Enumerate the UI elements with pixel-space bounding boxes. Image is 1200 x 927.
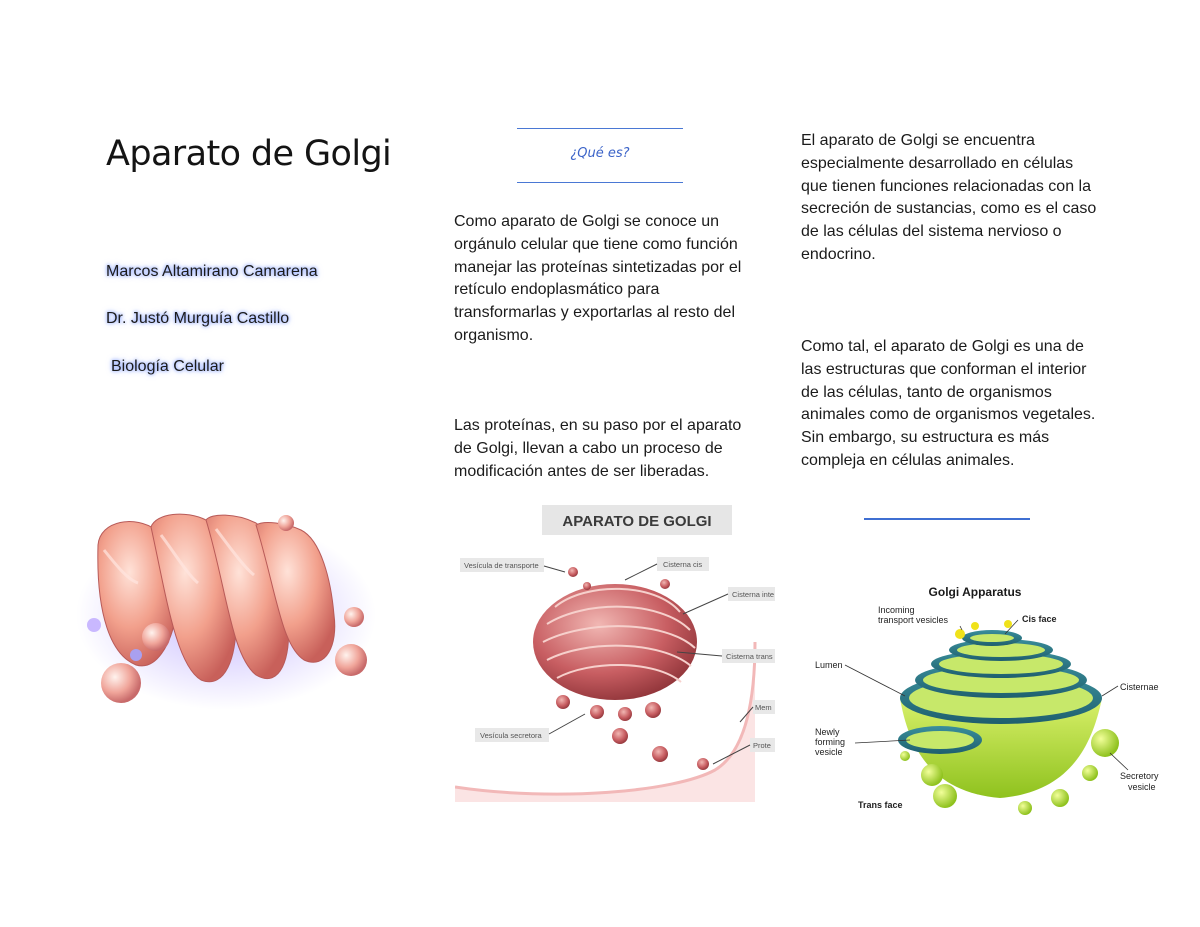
label-newly-3: vesicle xyxy=(815,747,843,757)
golgi-diagram-es xyxy=(455,502,775,802)
golgi-3d-illustration xyxy=(76,505,376,715)
label-lumen: Lumen xyxy=(815,660,843,670)
paragraph-modification: Las proteínas, en su paso por el aparato de Golgi, llevan a cabo un proceso de modificación antes de ser liberadas. xyxy=(454,417,742,480)
section-heading: ¿Qué es? xyxy=(570,146,630,161)
heading-top-rule xyxy=(517,128,683,129)
page-title: Aparato de Golgi xyxy=(106,134,392,174)
label-cisterna-cis: Cisterna cis xyxy=(663,560,703,569)
label-proteina: Prote xyxy=(753,741,771,750)
label-trans-face: Trans face xyxy=(858,800,903,810)
label-newly-1: Newly xyxy=(815,727,840,737)
label-secretory-2: vesicle xyxy=(1128,782,1156,792)
paragraph-secretion: El aparato de Golgi se encuentra especialmente desarrollado en células que tienen funciones relacionadas con la secreción de sustancias, como es el caso de las células del sistema nervioso o endocrino. xyxy=(801,132,1097,263)
label-cis-face: Cis face xyxy=(1022,614,1057,624)
diagram-en-title: Golgi Apparatus xyxy=(928,585,1022,599)
label-incoming-2: transport vesicles xyxy=(878,615,949,625)
label-vesicula-transporte: Vesícula de transporte xyxy=(464,561,539,570)
author-name: Marcos Altamirano Camarena xyxy=(106,263,318,280)
section-rule xyxy=(864,518,1030,520)
paragraph-definition: Como aparato de Golgi se conoce un orgánulo celular que tiene como función manejar las proteínas sintetizadas por el retículo endoplasmático para transformarlas y exportarlas al resto del organismo. xyxy=(454,213,742,344)
label-incoming-1: Incoming xyxy=(878,605,915,615)
advisor-name: Dr. Justó Murguía Castillo xyxy=(106,310,290,327)
golgi-diagram-en xyxy=(810,578,1200,818)
label-membrana: Mem xyxy=(755,703,772,712)
heading-bottom-rule xyxy=(517,182,683,183)
course-name: Biología Celular xyxy=(111,358,224,375)
label-cisterna-inte: Cisterna inte xyxy=(732,590,775,599)
label-cisternae: Cisternae xyxy=(1120,682,1159,692)
diagram-es-title: APARATO DE GOLGI xyxy=(562,513,712,530)
paragraph-structure: Como tal, el aparato de Golgi es una de las estructuras que conforman el interior de las células, tanto de organismos animales como de organismos vegetales. Sin embargo, su estructura es más compleja en células animales. xyxy=(801,338,1096,469)
label-cisterna-trans: Cisterna trans xyxy=(726,652,773,661)
label-secretory-1: Secretory xyxy=(1120,771,1159,781)
label-vesicula-secretora: Vesícula secretora xyxy=(480,731,542,740)
label-newly-2: forming xyxy=(815,737,846,747)
